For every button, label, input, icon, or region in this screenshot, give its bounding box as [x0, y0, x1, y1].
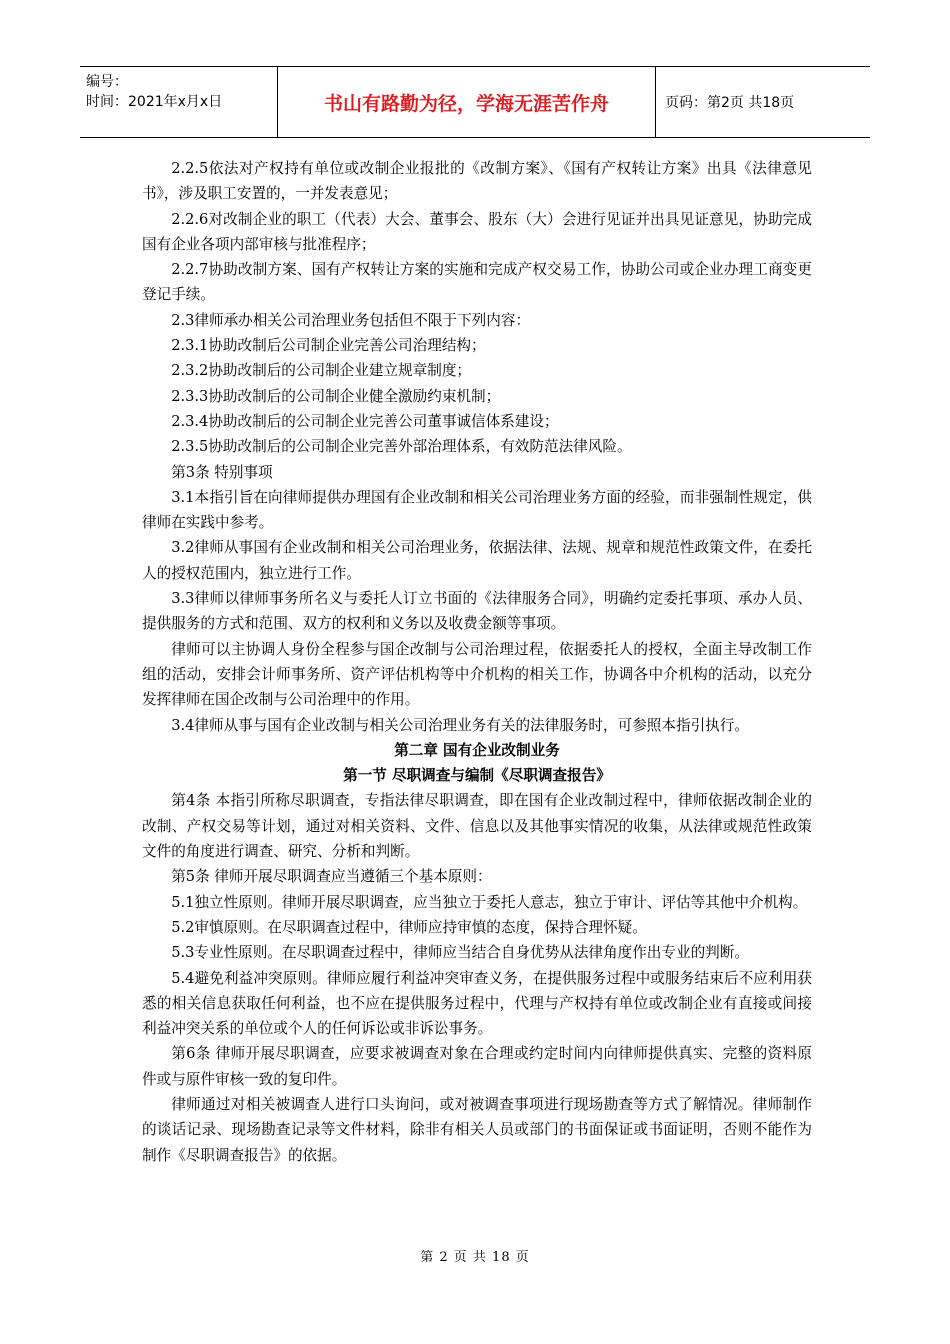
- paragraph: 5.1独立性原则。律师开展尽职调查，应当独立于委托人意志，独立于审计、评估等其他中介机构。: [171, 893, 808, 911]
- paragraph: 第5条 律师开展尽职调查应当遵循三个基本原则：: [171, 868, 492, 886]
- paragraph: 2.2.7协助改制方案、国有产权转让方案的实施和完成产权交易工作，协助公司或企业办理工商变更登记手续。: [142, 261, 812, 304]
- header-meta: [80, 67, 278, 137]
- section-title: 第一节 尽职调查与编制《尽职调查报告》: [343, 767, 611, 785]
- document-body: [142, 156, 812, 1168]
- paragraph: 律师通过对相关被调查人进行口头询问，或对被调查事项进行现场勘查等方式了解情况。律师制作的谈话记录、现场勘查记录等文件材料，除非有相关人员或部门的书面保证或书面证明，否则不能作为制作《尽职调查报告》的依据。: [142, 1095, 812, 1164]
- paragraph: 5.2审慎原则。在尽职调查过程中，律师应持审慎的态度，保持合理怀疑。: [171, 918, 647, 936]
- paragraph: 3.1本指引旨在向律师提供办理国有企业改制和相关公司治理业务方面的经验，而非强制性规定，供律师在实践中参考。: [142, 488, 812, 532]
- paragraph: 2.3.2协助改制后的公司制企业建立规章制度；: [171, 362, 472, 380]
- paragraph: 2.3律师承办相关公司治理业务包括但不限于下列内容：: [171, 311, 531, 329]
- paragraph: 2.2.6对改制企业的职工（代表）大会、董事会、股东（大）会进行见证并出具见证意见，协助完成国有企业各项内部审核与批准程序；: [142, 210, 812, 253]
- document-number-label: 编号：: [86, 74, 128, 90]
- header-page-info: 页码：第2页 共18页: [665, 95, 795, 111]
- page-footer: 第 2 页 共 18 页: [420, 1250, 530, 1265]
- paragraph: 3.3律师以律师事务所名义与委托人订立书面的《法律服务合同》，明确约定委托事项、承办人员、提供服务的方式和范围、双方的权利和义务以及收费金额等事项。: [142, 590, 812, 633]
- header-motto: 书山有路勤为径，学海无涯苦作舟: [278, 67, 656, 137]
- chapter-title: 第二章 国有企业改制业务: [394, 741, 560, 759]
- paragraph: 2.2.5依法对产权持有单位或改制企业报批的《改制方案》、《国有产权转让方案》出具《法律意见书》，涉及职工安置的，一并发表意见；: [142, 160, 812, 203]
- paragraph: 律师可以主协调人身份全程参与国企改制与公司治理过程，依据委托人的授权，全面主导改制工作组的活动，安排会计师事务所、资产评估机构等中介机构的相关工作，协调各中介机构的活动，以充分发挥律师在国企改制与公司治理中的作用。: [142, 640, 812, 709]
- paragraph: 5.3专业性原则。在尽职调查过程中，律师应当结合自身优势从法律角度作出专业的判断。: [171, 944, 749, 962]
- paragraph: 2.3.1协助改制后公司制企业完善公司治理结构；: [171, 337, 486, 355]
- paragraph: 2.3.4协助改制后的公司制企业完善公司董事诚信体系建设；: [171, 412, 559, 430]
- paragraph: 5.4避免利益冲突原则。律师应履行利益冲突审查义务，在提供服务过程中或服务结束后不应利用获悉的相关信息获取任何利益，也不应在提供服务过程中，代理与产权持有单位或改制企业有直接或间接利益冲突关系的单位或个人的任何诉讼或非诉讼事务。: [142, 969, 812, 1038]
- paragraph: 2.3.5协助改制后的公司制企业完善外部治理体系，有效防范法律风险。: [171, 438, 632, 456]
- document-date: 时间：2021年x月x日: [86, 94, 223, 110]
- paragraph: 3.2律师从事国有企业改制和相关公司治理业务，依据法律、法规、规章和规范性政策文件，在委托人的授权范围内，独立进行工作。: [142, 539, 812, 582]
- paragraph: 3.4律师从事与国有企业改制与相关公司治理业务有关的法律服务时，可参照本指引执行。: [171, 716, 749, 734]
- paragraph: 第3条 特别事项: [171, 463, 273, 481]
- page-header: [80, 66, 870, 138]
- paragraph: 第4条 本指引所称尽职调查，专指法律尽职调查，即在国有企业改制过程中，律师依据改制企业的改制、产权交易等计划，通过对相关资料、文件、信息以及其他事实情况的收集，从法律或规范性政策文件的角度进行调查、研究、分析和判断。: [142, 792, 812, 861]
- paragraph: 2.3.3协助改制后的公司制企业健全激励约束机制；: [171, 387, 501, 405]
- paragraph: 第6条 律师开展尽职调查，应要求被调查对象在合理或约定时间内向律师提供真实、完整的资料原件或与原件审核一致的复印件。: [142, 1045, 812, 1088]
